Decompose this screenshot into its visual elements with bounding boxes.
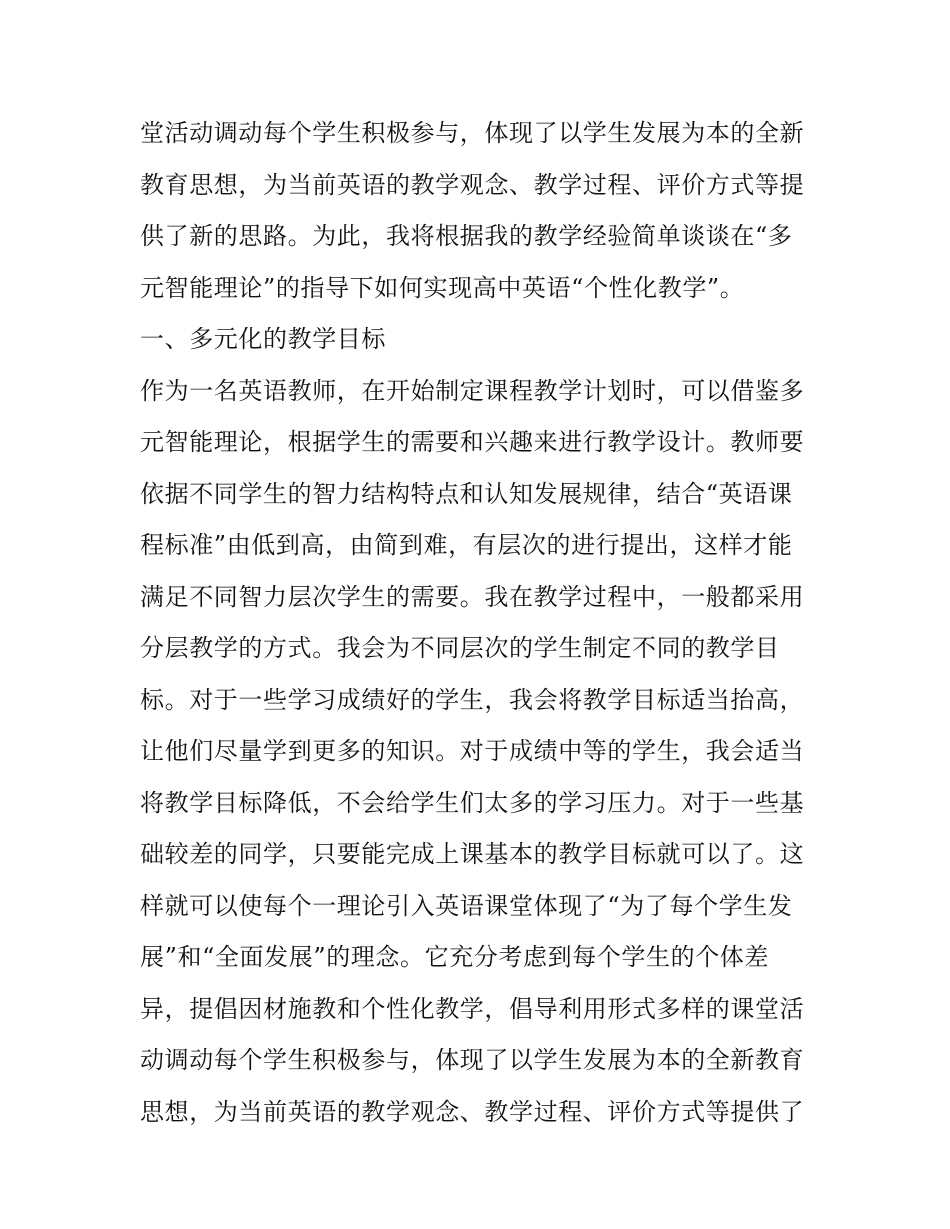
text-line: 教育思想，为当前英语的教学观念、教学过程、评价方式等提 [140, 170, 805, 199]
text-line: 展”和“全面发展”的理念。它充分考虑到每个学生的个体差 [140, 943, 770, 971]
text-line: 让他们尽量学到更多的知识。对于成绩中等的学生，我会适当 [140, 737, 805, 765]
text-line: 元智能理论”的指导下如何实现高中英语“个性化教学”。 [140, 273, 745, 302]
section-heading: 一、多元化的教学目标 [140, 325, 386, 353]
text-line: 满足不同智力层次学生的需要。我在教学过程中，一般都采用 [140, 582, 805, 611]
body-text [140, 108, 820, 1138]
text-line: 思想，为当前英语的教学观念、教学过程、评价方式等提供了 [140, 1097, 805, 1126]
text-line: 依据不同学生的智力结构特点和认知发展规律，结合“英语课 [140, 479, 793, 508]
text-line: 将教学目标降低，不会给学生们太多的学习压力。对于一些基 [140, 788, 805, 817]
text-line: 元智能理论，根据学生的需要和兴趣来进行教学设计。教师要 [140, 428, 805, 456]
text-line: 标。对于一些学习成绩好的学生，我会将教学目标适当抬高， [140, 685, 805, 714]
text-line: 供了新的思路。为此，我将根据我的教学经验简单谈谈在“多 [140, 222, 793, 250]
text-line: 堂活动调动每个学生积极参与，体现了以学生发展为本的全新 [140, 119, 805, 147]
text-line: 分层教学的方式。我会为不同层次的学生制定不同的教学目 [140, 634, 780, 662]
text-line: 程标准”由低到高，由简到难，有层次的进行提出，这样才能 [140, 531, 793, 559]
text-line: 础较差的同学，只要能完成上课基本的教学目标就可以了。这 [140, 840, 805, 868]
text-line: 作为一名英语教师，在开始制定课程教学计划时，可以借鉴多 [140, 376, 805, 405]
text-line: 动调动每个学生积极参与，体现了以学生发展为本的全新教育 [140, 1046, 805, 1074]
text-line: 异，提倡因材施教和个性化教学，倡导利用形式多样的课堂活 [140, 994, 805, 1023]
text-line: 样就可以使每个一理论引入英语课堂体现了“为了每个学生发 [140, 891, 793, 920]
